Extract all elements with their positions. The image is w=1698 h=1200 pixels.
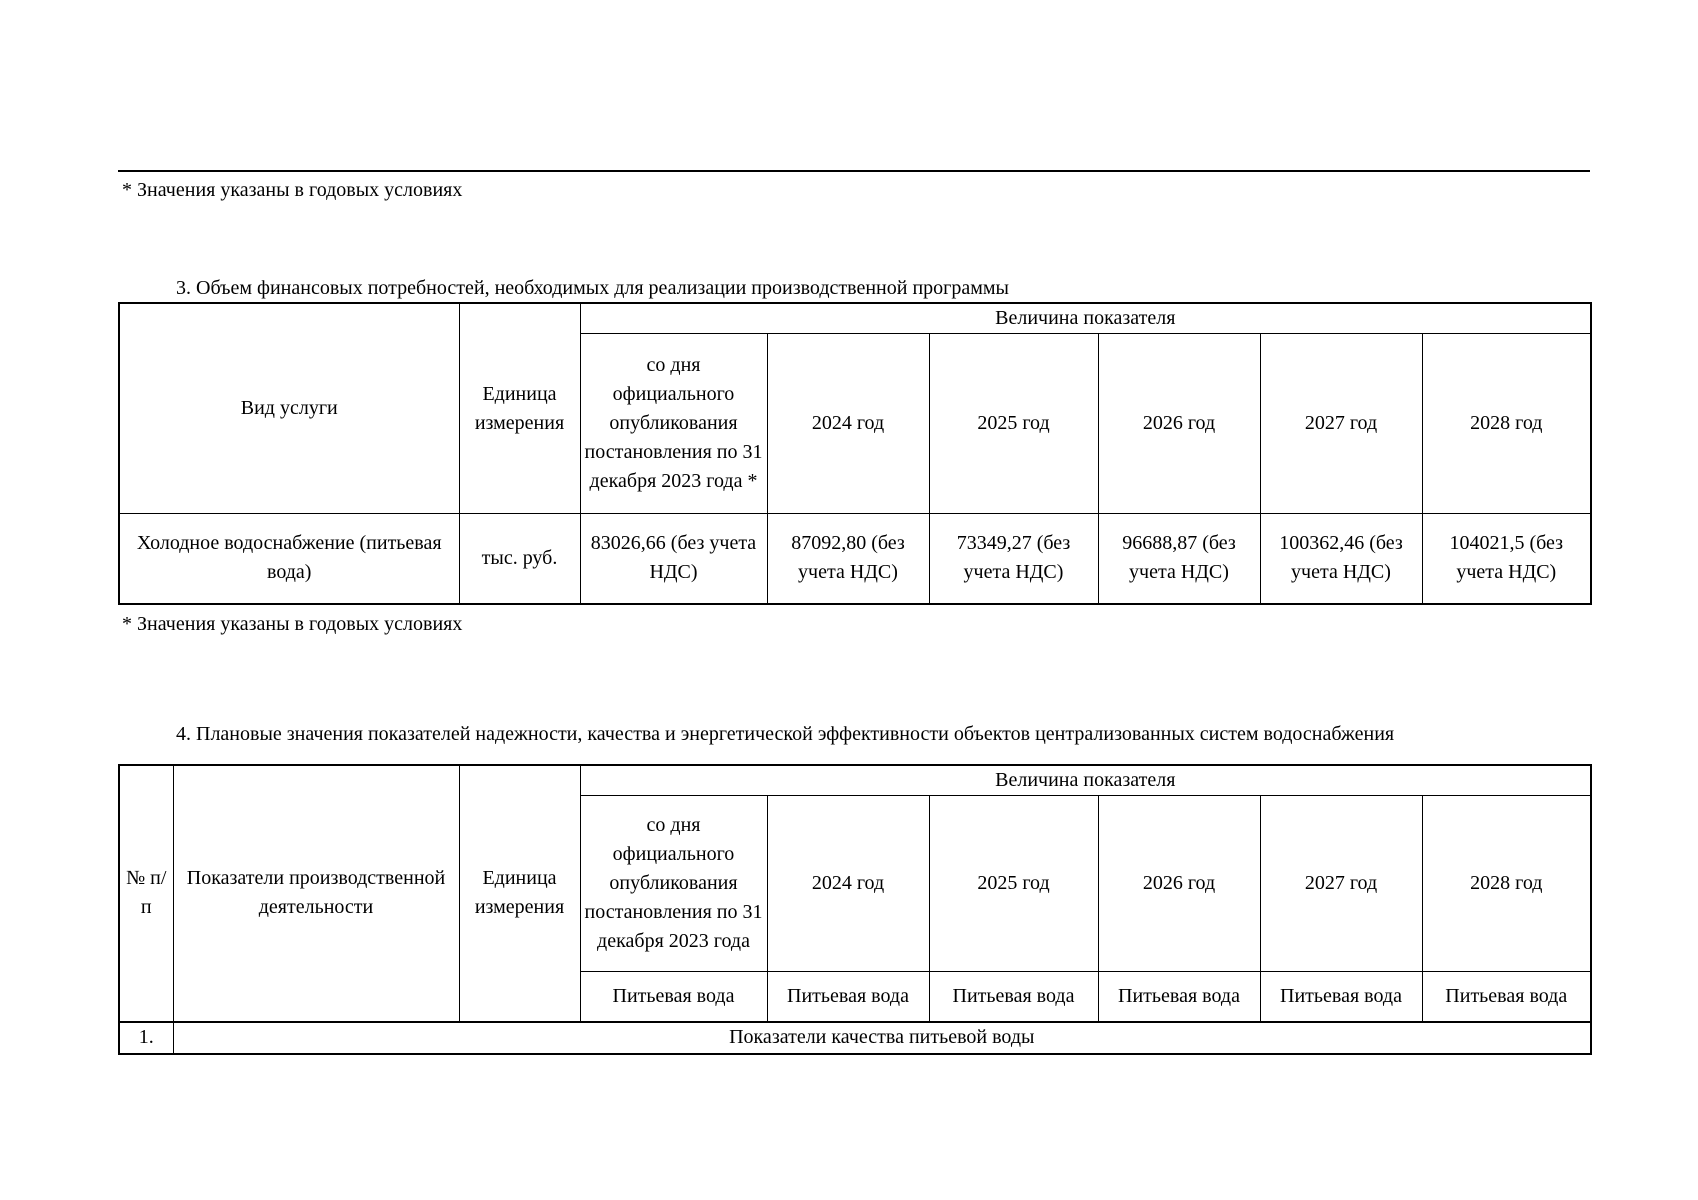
header-year-2026: 2026 год — [1098, 334, 1260, 514]
header-year-2027: 2027 год — [1260, 334, 1422, 514]
water-type-initial: Питьевая вода — [580, 972, 767, 1022]
header-num: № п/п — [119, 765, 173, 1022]
row-unit: тыс. руб. — [459, 514, 580, 604]
indicators-table — [118, 764, 1592, 1055]
row-value-2025: 73349,27 (без учета НДС) — [929, 514, 1098, 604]
header-unit: Единица измерения — [459, 765, 580, 1022]
header-year-2028: 2028 год — [1422, 334, 1591, 514]
water-type-2026: Питьевая вода — [1098, 972, 1260, 1022]
top-rule — [118, 170, 1590, 172]
header-year-2027: 2027 год — [1260, 796, 1422, 972]
row-service: Холодное водоснабжение (питьевая вода) — [119, 514, 459, 604]
header-period-initial: со дня официального опубликования постановления по 31 декабря 2023 года * — [580, 334, 767, 514]
row-value-2024: 87092,80 (без учета НДС) — [767, 514, 929, 604]
table-row — [119, 1022, 1591, 1054]
section-4-title: 4. Плановые значения показателей надежности, качества и энергетической эффективности объектов централизованных систем водоснабжения — [176, 723, 1395, 745]
header-year-2024: 2024 год — [767, 334, 929, 514]
row-value-2028: 104021,5 (без учета НДС) — [1422, 514, 1591, 604]
row-value-2026: 96688,87 (без учета НДС) — [1098, 514, 1260, 604]
row-value-2027: 100362,46 (без учета НДС) — [1260, 514, 1422, 604]
footnote-top: * Значения указаны в годовых условиях — [122, 179, 463, 201]
header-year-2028: 2028 год — [1422, 796, 1591, 972]
header-value-group: Величина показателя — [580, 303, 1591, 334]
header-year-2026: 2026 год — [1098, 796, 1260, 972]
header-value-group: Величина показателя — [580, 765, 1591, 796]
header-year-2024: 2024 год — [767, 796, 929, 972]
header-year-2025: 2025 год — [929, 796, 1098, 972]
water-type-2025: Питьевая вода — [929, 972, 1098, 1022]
row-value-initial: 83026,66 (без учета НДС) — [580, 514, 767, 604]
footnote-section-3: * Значения указаны в годовых условиях — [122, 613, 463, 635]
header-unit: Единица измерения — [459, 303, 580, 514]
row-section-label: Показатели качества питьевой воды — [173, 1022, 1591, 1054]
water-type-2024: Питьевая вода — [767, 972, 929, 1022]
water-type-2027: Питьевая вода — [1260, 972, 1422, 1022]
water-type-2028: Питьевая вода — [1422, 972, 1591, 1022]
table-row — [119, 514, 1591, 604]
header-service: Вид услуги — [119, 303, 459, 514]
financial-needs-table — [118, 302, 1592, 605]
header-period-initial: со дня официального опубликования постановления по 31 декабря 2023 года — [580, 796, 767, 972]
section-3-title: 3. Объем финансовых потребностей, необходимых для реализации производственной программы — [176, 277, 1009, 299]
header-indicator: Показатели производственной деятельности — [173, 765, 459, 1022]
row-num: 1. — [119, 1022, 173, 1054]
header-year-2025: 2025 год — [929, 334, 1098, 514]
